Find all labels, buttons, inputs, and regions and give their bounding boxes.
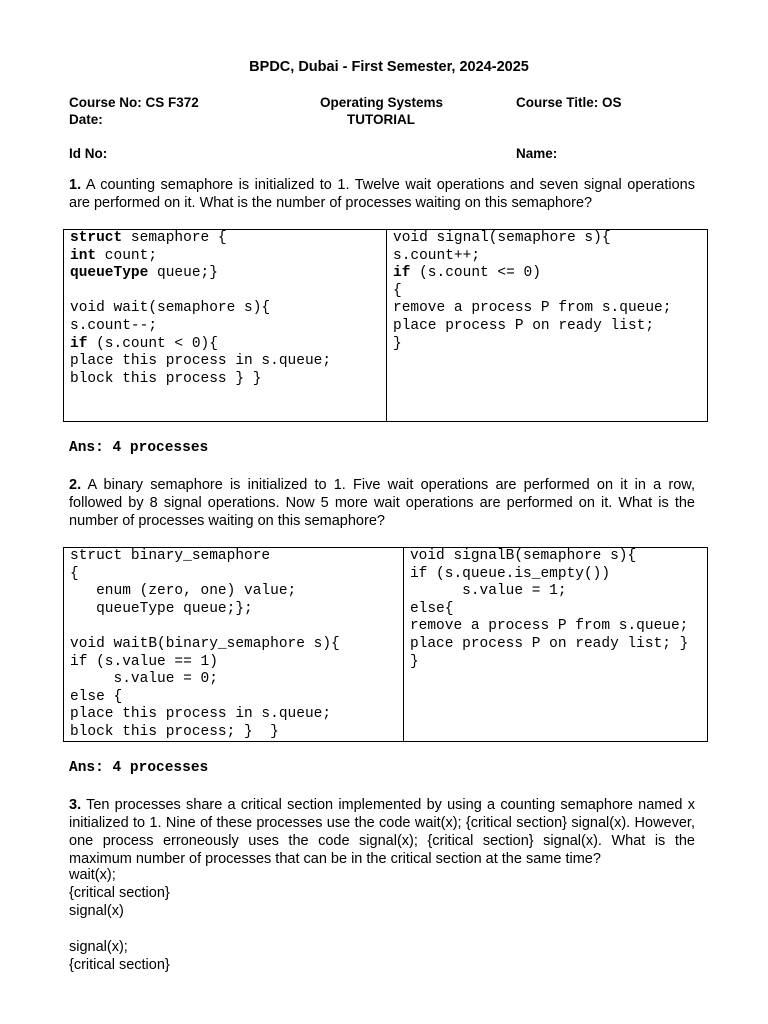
code-line bbox=[70, 618, 403, 636]
code-line bbox=[70, 353, 386, 371]
question-1-number: 1. bbox=[69, 177, 82, 193]
code-line bbox=[70, 265, 386, 283]
code-text: void wait(semaphore s){ bbox=[70, 300, 271, 317]
code-text: place this process in s.queue; bbox=[70, 353, 332, 370]
code-line: signal(x); bbox=[69, 939, 128, 955]
code-line bbox=[393, 248, 707, 266]
code-text: (s.count < 0){ bbox=[87, 335, 218, 352]
subject-name: Operating Systems bbox=[320, 95, 444, 110]
code-text: } bbox=[393, 335, 402, 352]
code-line bbox=[70, 300, 386, 318]
code-text: s.count++; bbox=[393, 247, 481, 264]
code-keyword: if bbox=[70, 335, 88, 352]
code-line bbox=[70, 248, 386, 266]
code-text: queue;} bbox=[148, 265, 218, 282]
code-line bbox=[70, 371, 386, 389]
course-number: Course No: CS F372 bbox=[69, 95, 199, 110]
question-2-number: 2. bbox=[69, 477, 82, 493]
code-text: (s.count <= 0) bbox=[410, 265, 541, 282]
question-2-text: A binary semaphore is initialized to 1. Five wait operations are performed on it in a row, followed by 8 signal operations. Now 5 more wait operations are performed on it. What is the number of processes waiting on this semaphore? bbox=[69, 477, 695, 529]
question-3-number: 3. bbox=[69, 797, 82, 813]
code-text: if (s.value == 1) bbox=[70, 653, 218, 670]
course-title: Course Title: OS bbox=[516, 95, 622, 110]
code-line bbox=[70, 283, 386, 301]
code-line bbox=[70, 548, 403, 566]
code-text: s.value = 1; bbox=[409, 583, 567, 600]
signal-code-block bbox=[386, 230, 707, 421]
code-text: remove a process P from s.queue; bbox=[409, 618, 689, 635]
code-line bbox=[410, 566, 707, 584]
code-text: struct binary_semaphore bbox=[70, 548, 271, 564]
code-text: semaphore { bbox=[122, 230, 227, 246]
code-line bbox=[393, 230, 707, 248]
question-1-text: A counting semaphore is initialized to 1. Twelve wait operations and seven signal operations are performed on it. What is the number of processes waiting on this semaphore? bbox=[69, 177, 695, 211]
code-line bbox=[70, 689, 403, 707]
code-line bbox=[410, 636, 707, 654]
code-line bbox=[393, 265, 707, 283]
name-label: Name: bbox=[516, 146, 558, 161]
code-line: {critical section} bbox=[69, 957, 170, 973]
code-line bbox=[70, 230, 386, 248]
code-text: else{ bbox=[409, 600, 454, 617]
code-keyword: if bbox=[393, 265, 411, 282]
tutorial-label: TUTORIAL bbox=[347, 112, 415, 127]
code-text: count; bbox=[96, 247, 158, 264]
code-line bbox=[393, 336, 707, 354]
code-text: void signalB(semaphore s){ bbox=[409, 548, 637, 564]
code-line bbox=[393, 283, 707, 301]
code-text: { bbox=[393, 282, 402, 299]
code-line bbox=[410, 601, 707, 619]
code-line: {critical section} bbox=[69, 885, 170, 901]
id-number-label: Id No: bbox=[69, 146, 108, 161]
question-2-answer: Ans: 4 processes bbox=[69, 760, 209, 776]
code-text: place this process in s.queue; bbox=[70, 706, 332, 723]
code-keyword: int bbox=[70, 247, 97, 264]
code-line bbox=[410, 548, 707, 566]
code-text: void waitB(binary_semaphore s){ bbox=[70, 635, 340, 652]
code-line bbox=[70, 706, 403, 724]
code-line bbox=[393, 318, 707, 336]
code-text: block this process } } bbox=[70, 370, 262, 387]
code-text: place process P on ready list; bbox=[393, 317, 655, 334]
code-line bbox=[393, 300, 707, 318]
code-text: { bbox=[70, 565, 79, 582]
erroneous-process-code bbox=[69, 938, 170, 974]
code-text: queueType queue;}; bbox=[70, 600, 253, 617]
correct-process-code bbox=[69, 866, 170, 920]
code-line bbox=[70, 318, 386, 336]
date-label: Date: bbox=[69, 112, 103, 127]
code-line bbox=[410, 583, 707, 601]
question-1-code-table bbox=[63, 229, 708, 422]
code-line: wait(x); bbox=[69, 867, 116, 883]
code-keyword: queueType bbox=[70, 265, 149, 282]
code-line: signal(x) bbox=[69, 903, 124, 919]
wait-code-block bbox=[64, 230, 386, 421]
code-text: s.count--; bbox=[70, 317, 158, 334]
question-1 bbox=[69, 176, 695, 212]
waitb-code-block bbox=[64, 548, 403, 741]
question-2 bbox=[69, 476, 695, 530]
question-1-answer: Ans: 4 processes bbox=[69, 440, 209, 456]
code-line bbox=[70, 724, 403, 742]
code-line bbox=[410, 654, 707, 672]
code-text: place process P on ready list; } bbox=[409, 635, 689, 652]
code-text: block this process; } } bbox=[70, 723, 279, 740]
code-text: s.value = 0; bbox=[70, 671, 218, 688]
question-3-text: Ten processes share a critical section implemented by using a counting semaphore named x initialized to 1. Nine of these processes use the code wait(x); {critical section} signal(x). However, one process erroneously uses the code signal(x); {critical section} signal(x). What is the maximum number of processes that can be in the critical section at the same time? bbox=[69, 797, 695, 867]
document-title: BPDC, Dubai - First Semester, 2024-2025 bbox=[249, 59, 529, 75]
code-line bbox=[70, 601, 403, 619]
code-line bbox=[70, 636, 403, 654]
code-line bbox=[70, 336, 386, 354]
code-text: void signal(semaphore s){ bbox=[393, 230, 611, 246]
question-2-code-table bbox=[63, 547, 708, 742]
code-text: remove a process P from s.queue; bbox=[393, 300, 672, 317]
code-text: } bbox=[409, 653, 419, 670]
code-keyword: struct bbox=[70, 230, 123, 246]
signalb-code-block bbox=[403, 548, 707, 741]
code-text: if (s.queue.is_empty()) bbox=[409, 565, 611, 582]
code-line bbox=[410, 618, 707, 636]
code-line bbox=[70, 671, 403, 689]
question-3 bbox=[69, 796, 695, 868]
code-text: else { bbox=[70, 688, 123, 705]
code-line bbox=[70, 583, 403, 601]
code-line bbox=[70, 654, 403, 672]
code-text: enum (zero, one) value; bbox=[70, 583, 297, 600]
code-line bbox=[70, 566, 403, 584]
